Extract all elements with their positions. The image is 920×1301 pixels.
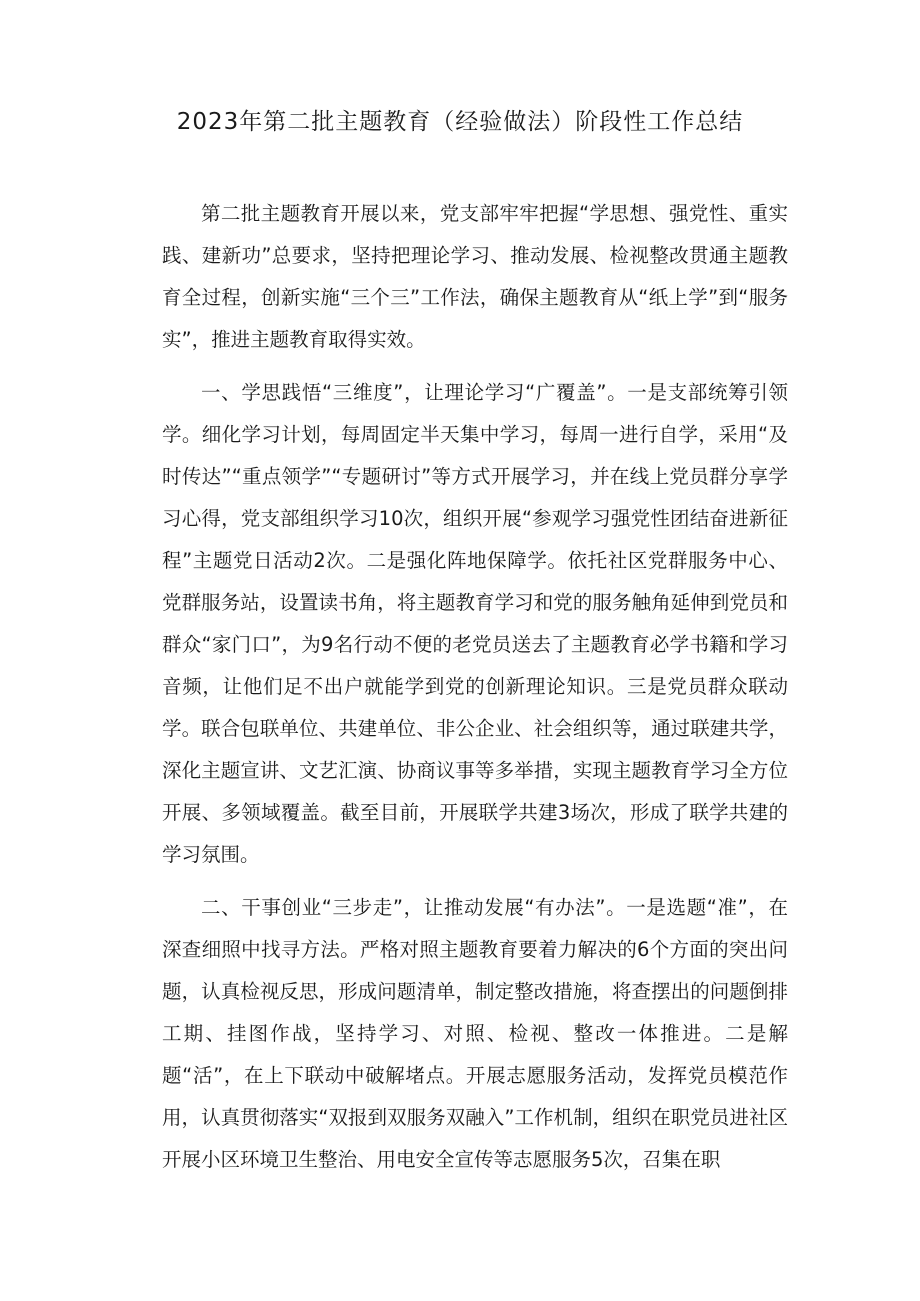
section-two-paragraph: 二、干事创业“三步走”，让推动发展“有办法”。一是选题“准”，在深查细照中找寻方法。严格对照主题教育要着力解决的6个方面的突出问题，认真检视反思，形成问题清单，制定整改措施，将查摆出的问题倒排工期、挂图作战，坚持学习、对照、检视、整改一体推进。二是解题“活”，在上下联动中破解堵点。开展志愿服务活动，发挥党员模范作用，认真贯彻落实“双报到双服务双融入”工作机制，组织在职党员进社区开展小区环境卫生整治、用电安全宣传等志愿服务5次，召集在职 xyxy=(162,896,788,1171)
document-title: 2023年第二批主题教育（经验做法）阶段性工作总结 xyxy=(176,109,744,135)
section-one-paragraph: 一、学思践悟“三维度”，让理论学习“广覆盖”。一是支部统筹引领学。细化学习计划，每周固定半天集中学习，每周一进行自学，采用“及时传达”“重点领学”“专题研讨”等方式开展学习，并在线上党员群分享学习心得，党支部组织学习10次，组织开展“参观学习强党性团结奋进新征程”主题党日活动2次。二是强化阵地保障学。依托社区党群服务中心、党群服务站，设置读书角，将主题教育学习和党的服务触角延伸到党员和群众“家门口”，为9名行动不便的老党员送去了主题教育必学书籍和学习音频，让他们足不出户就能学到党的创新理论知识。三是党员群众联动学。联合包联单位、共建单位、非公企业、社会组织等，通过联建共学，深化主题宣讲、文艺汇演、协商议事等多举措，实现主题教育学习全方位开展、多领域覆盖。截至目前，开展联学共建3场次，形成了联学共建的学习氛围。 xyxy=(162,381,788,866)
intro-paragraph: 第二批主题教育开展以来，党支部牢牢把握“学思想、强党性、重实践、建新功”总要求，坚持把理论学习、推动发展、检视整改贯通主题教育全过程，创新实施“三个三”工作法，确保主题教育从“纸上学”到“服务实”，推进主题教育取得实效。 xyxy=(162,202,788,351)
document-body xyxy=(162,193,788,1192)
